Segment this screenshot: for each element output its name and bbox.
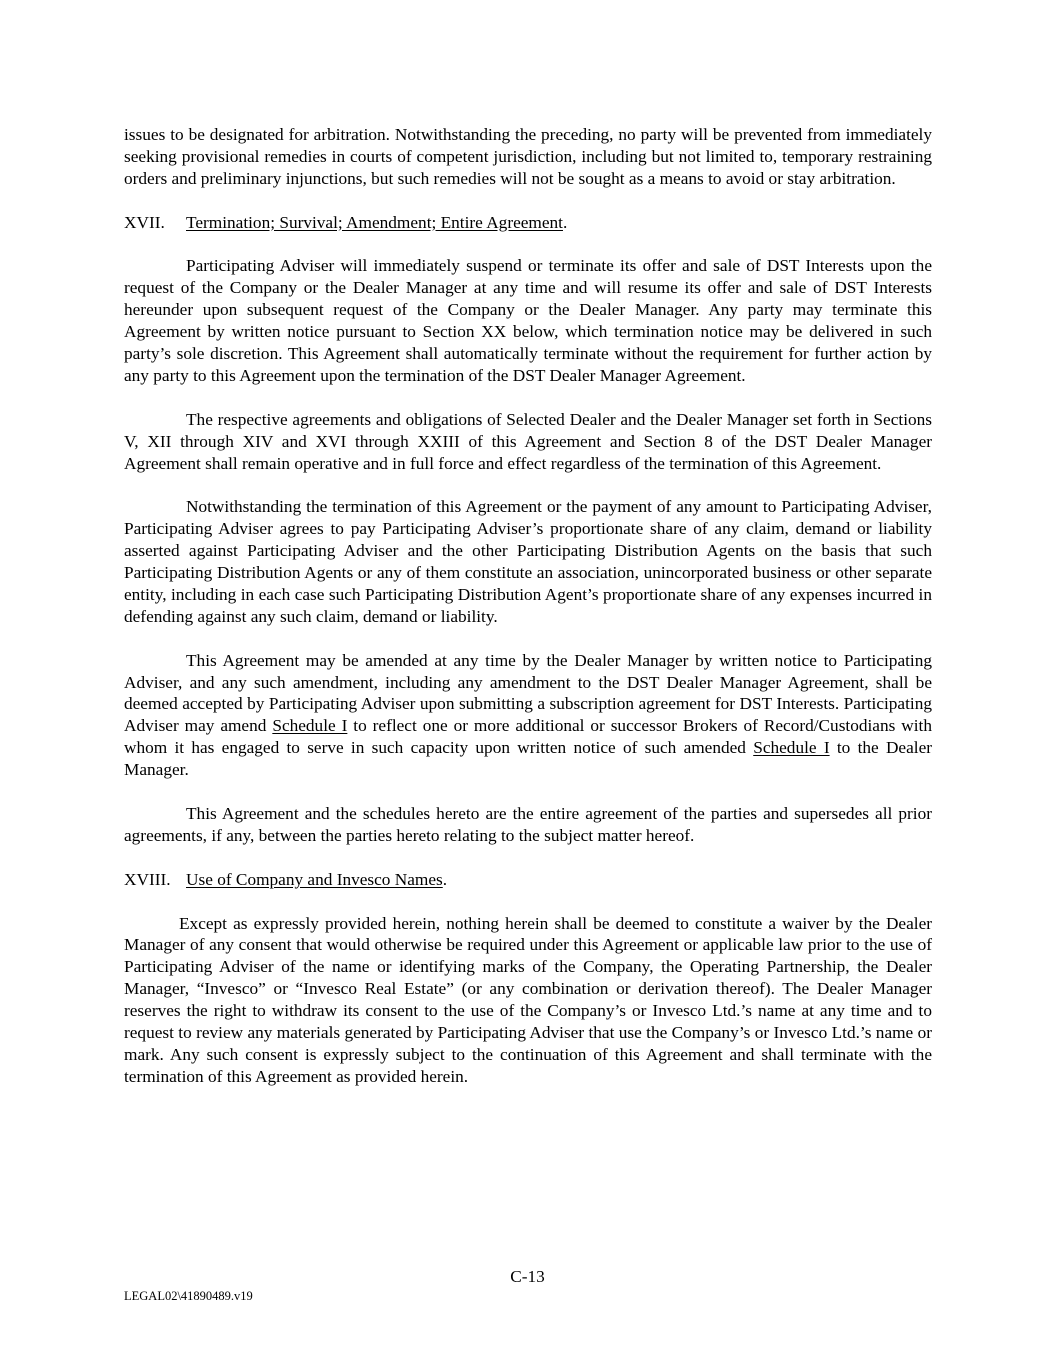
- document-page: [124, 124, 932, 1088]
- section-number: XVII.: [124, 212, 165, 232]
- schedule-reference: Schedule I: [753, 738, 830, 758]
- entire-agreement-paragraph: This Agreement and the schedules hereto are the entire agreement of the parties and supersedes all prior agreements, if any, between the parties hereto relating to the subject matter hereof.: [124, 804, 932, 845]
- document-reference: LEGAL02\41890489.v19: [124, 1289, 253, 1303]
- survival-paragraph: The respective agreements and obligations of Selected Dealer and the Dealer Manager set forth in Sections V, XII through XIV and XVI through XXIII of this Agreement and Section 8 of the DST Dealer Manager Agreement shall remain operative and in full force and effect regardless of the termination of this Agreement.: [124, 409, 932, 473]
- page-number: C-13: [510, 1267, 545, 1286]
- names-use-paragraph: Except as expressly provided herein, nothing herein shall be deemed to constitute a waiver by the Dealer Manager of any consent that would otherwise be required under this Agreement or applicable law prior to the use of Participating Adviser of the name or identifying marks of the Company, the Operating Partnership, the Dealer Manager, “Invesco” or “Invesco Real Estate” (or any combination or derivation thereof). The Dealer Manager reserves the right to withdraw its consent to the use of the Company’s or Invesco Ltd.’s name at any time and to request to review any materials generated by Participating Adviser that use the Company’s or Invesco Ltd.’s name or mark. Any such consent is expressly subject to the continuation of this Agreement and shall terminate with the termination of this Agreement as provided herein.: [124, 913, 932, 1086]
- section-number: XVIII.: [124, 869, 171, 889]
- amendment-text-a: This Agreement may be amended at any time by the Dealer Manager by written notice to Participating Adviser, and any such amendment, including any amendment to the DST Dealer Manager Agreement, shall be deemed accepted by Participating Adviser upon submitting a subscription agreement for DST Interests. Participating Adviser may amend: [124, 650, 932, 736]
- schedule-reference: Schedule I: [272, 716, 348, 736]
- proportionate-share-paragraph: Notwithstanding the termination of this Agreement or the payment of any amount to Participating Adviser, Participating Adviser agrees to pay Participating Adviser’s proportionate share of any claim, demand or liability asserted against Participating Adviser and the other Participating Distribution Agents on the basis that such Participating Distribution Agents or any of them constitute an association, unincorporated business or other separate entity, including in each case such Participating Distribution Agent’s proportionate share of any expenses incurred in defending against any such claim, demand or liability.: [124, 497, 932, 626]
- section-title-period: .: [442, 869, 448, 889]
- section-xvii-heading: [124, 212, 932, 234]
- section-title-period: .: [562, 212, 568, 232]
- section-title: Termination; Survival; Amendment; Entire Agreement: [186, 212, 563, 232]
- section-title: Use of Company and Invesco Names: [186, 869, 443, 889]
- amendment-text-b: to reflect one or more additional or successor Brokers of Record/Custodians with whom it has engaged to serve in such capacity upon written notice of such amended: [124, 716, 932, 758]
- termination-paragraph: Participating Adviser will immediately suspend or terminate its offer and sale of DST Interests upon the request of the Company or the Dealer Manager at any time and will resume its offer and sale of DST Interests hereunder upon subsequent request of the Company or the Dealer Manager. Any party may terminate this Agreement by written notice pursuant to Section XX below, which termination notice may be delivered in such party’s sole discretion. This Agreement shall automatically terminate without the requirement for further action by any party to this Agreement upon the termination of the DST Dealer Manager Agreement.: [124, 256, 932, 385]
- amendment-paragraph: [124, 650, 932, 781]
- amendment-text-c: to the Dealer Manager.: [124, 738, 933, 780]
- continuation-paragraph: issues to be designated for arbitration. Notwithstanding the preceding, no party will be prevented from immediately seeking provisional remedies in courts of competent jurisdiction, including but not limited to, temporary restraining orders and preliminary injunctions, but such remedies will not be sought as a means to avoid or stay arbitration.: [124, 125, 932, 188]
- section-xviii-heading: [124, 869, 932, 891]
